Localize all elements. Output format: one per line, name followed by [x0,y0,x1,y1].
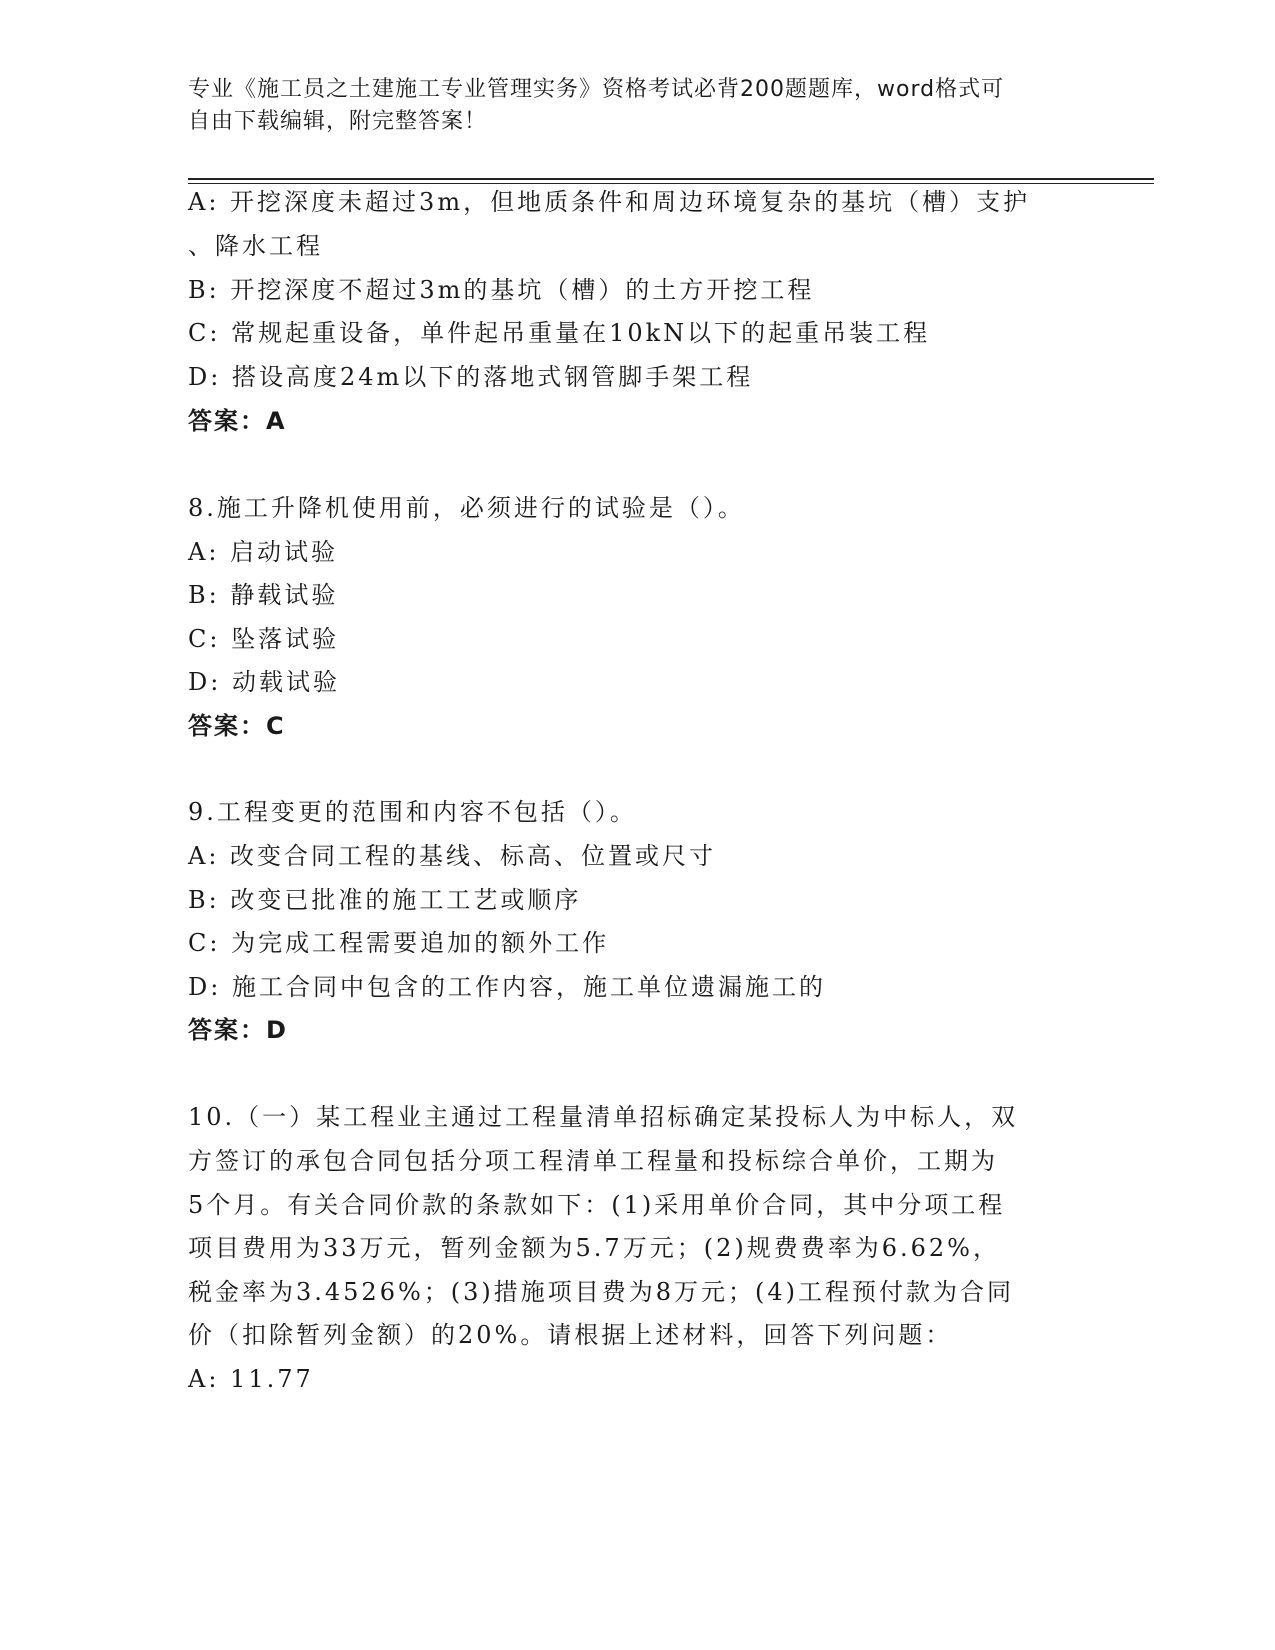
q9-option-a: A: 改变合同工程的基线、标高、位置或尺寸 [188,842,717,870]
q8-answer: 答案：C [188,712,286,740]
q7-option-a-cont: 、降水工程 [188,232,323,260]
q8-option-d: D: 动载试验 [188,668,340,696]
q10-question-line-2: 方签订的承包合同包括分项工程清单工程量和投标综合单价，工期为 [188,1147,998,1175]
q7-option-d: D: 搭设高度24m以下的落地式钢管脚手架工程 [188,363,754,391]
q10-question-line-5: 税金率为3.4526%；(3)措施项目费为8万元；(4)工程预付款为合同 [188,1278,1015,1306]
q7-answer: 答案：A [188,407,287,435]
q8-option-b: B: 静载试验 [188,581,339,609]
q10-question-line-1: 10.（一）某工程业主通过工程量清单招标确定某投标人为中标人，双 [188,1103,1019,1131]
header-line-2: 自由下载编辑，附完整答案！ [188,109,488,134]
q10-question-line-4: 项目费用为33万元，暂列金额为5.7万元；(2)规费费率为6.62%， [188,1234,1000,1262]
header-line-1: 专业《施工员之土建施工专业管理实务》资格考试必背200题题库，word格式可 [188,77,1005,102]
q10-question-line-3: 5个月。有关合同价款的条款如下：(1)采用单价合同，其中分项工程 [188,1191,1006,1219]
q9-option-d: D: 施工合同中包含的工作内容，施工单位遗漏施工的 [188,973,826,1001]
q8-option-a: A: 启动试验 [188,538,339,566]
q9-answer: 答案：D [188,1016,288,1044]
header-divider-thick [188,178,1154,180]
q7-option-a: A: 开挖深度未超过3m，但地质条件和周边环境复杂的基坑（槽）支护 [188,188,1031,216]
q10-question-line-6: 价（扣除暂列金额）的20%。请根据上述材料，回答下列问题： [188,1321,953,1349]
q7-option-b: B: 开挖深度不超过3m的基坑（槽）的土方开挖工程 [188,276,815,304]
q9-option-c: C: 为完成工程需要追加的额外工作 [188,929,610,957]
q8-option-c: C: 坠落试验 [188,625,340,653]
q8-question: 8.施工升降机使用前，必须进行的试验是（）。 [188,494,745,522]
header-divider-thin [188,183,1154,184]
q7-option-c: C: 常规起重设备，单件起吊重量在10kN以下的起重吊装工程 [188,319,931,347]
q9-option-b: B: 改变已批准的施工工艺或顺序 [188,886,582,914]
document-header [188,74,1068,138]
q10-option-a: A: 11.77 [188,1365,314,1393]
q9-question: 9.工程变更的范围和内容不包括（）。 [188,798,637,826]
